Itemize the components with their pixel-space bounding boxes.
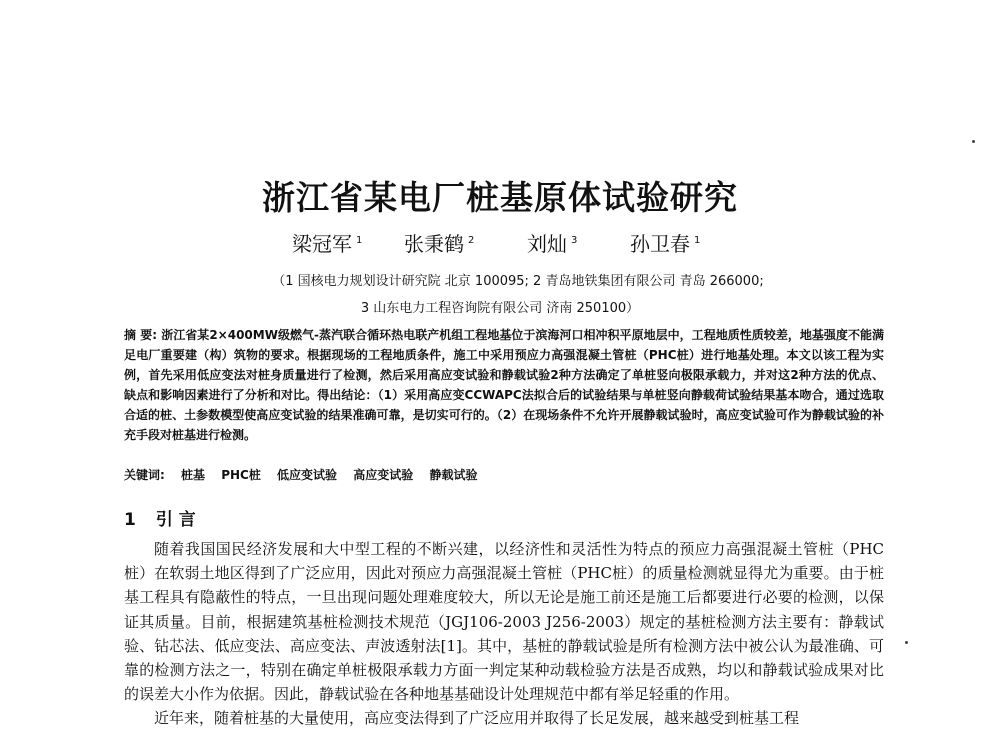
author bbox=[292, 228, 362, 257]
author bbox=[527, 228, 577, 257]
paragraph: 近年来，随着桩基的大量使用，高应变法得到了广泛应用并取得了长足发展，越来越受到桩基工程 bbox=[154, 709, 800, 728]
author-list bbox=[0, 228, 1000, 258]
author bbox=[630, 228, 700, 257]
author-affiliation-mark: 3 bbox=[571, 235, 578, 247]
affiliation-line-1: （1 国核电力规划设计研究院 北京 100095; 2 青岛地铁集团有限公司 青岛 266000; bbox=[272, 274, 764, 289]
keywords bbox=[124, 466, 884, 483]
author-affiliation-mark: 1 bbox=[356, 235, 363, 247]
keyword: PHC桩 bbox=[221, 468, 261, 482]
keyword: 低应变试验 bbox=[277, 468, 338, 482]
author bbox=[404, 228, 474, 257]
author-name: 孙卫春 bbox=[630, 232, 690, 256]
abstract-text: 浙江省某2×400MW级燃气-蒸汽联合循环热电联产机组工程地基位于滨海河口相冲积平原地层中，工程地质性质较差，地基强度不能满足电厂重要建（构）筑物的要求。根据现场的工程地质条件，施工中采用预应力高强混凝土管桩（PHC桩）进行地基处理。本文以该工程为实例，首先采用低应变法对桩身质量进行了检测，然后采用高应变试验和静载试验2种方法确定了单桩竖向极限承载力，并对这2种方法的优点、缺点和影响因素进行了分析和对比。得出结论：（1）采用高应变CCWAPC法拟合后的试验结果与单桩竖向静载荷试验结果基本吻合，通过选取合适的桩、土参数模型使高应变试验的结果准确可靠，是切实可行的。（2）在现场条件不允许开展静载试验时，高应变试验可作为静载试验的补充手段对桩基进行检测。 bbox=[124, 328, 884, 442]
keywords-label: 关键词: bbox=[124, 468, 165, 482]
section-heading bbox=[124, 505, 196, 530]
keyword: 高应变试验 bbox=[353, 468, 414, 482]
paragraph: 随着我国国民经济发展和大中型工程的不断兴建，以经济性和灵活性为特点的预应力高强混凝土管桩（PHC桩）在软弱土地区得到了广泛应用，因此对预应力高强混凝土管桩（PHC桩）的质量检测就显得尤为重要。由于桩基工程具有隐蔽性的特点，一旦出现问题处理难度较大，所以无论是施工前还是施工后都要进行必要的检测，以保证其质量。目前，根据建筑基桩检测技术规范（JGJ106-2003 J256-2003）规定的基桩检测方法主要有：静载试验、钻芯法、低应变法、高应变法、声波透射法[1]。其中，基桩的静载试验是所有检测方法中被公认为最准确、可靠的检测方法之一，特别在确定单桩极限承载力方面一判定某种动载检验方法是否成熟，均以和静载试验成果对比的误差大小作为依据。因此，静载试验在各种地基基础设计处理规范中都有举足轻重的作用。 bbox=[124, 540, 884, 704]
keyword: 静载试验 bbox=[429, 468, 478, 482]
author-name: 梁冠军 bbox=[292, 232, 352, 256]
author-affiliation-mark: 2 bbox=[468, 235, 475, 247]
abstract-label: 摘 要: bbox=[124, 328, 158, 342]
author-name: 张秉鹤 bbox=[404, 232, 464, 256]
section-number: 1 bbox=[124, 510, 136, 530]
scan-speck bbox=[972, 140, 975, 143]
scan-speck bbox=[905, 641, 908, 644]
body-text bbox=[124, 537, 884, 731]
paper-title: 浙江省某电厂桩基原体试验研究 bbox=[262, 178, 738, 217]
abstract bbox=[124, 325, 884, 445]
author-affiliation-mark: 1 bbox=[694, 235, 701, 247]
affiliation-line-2: 3 山东电力工程咨询院有限公司 济南 250100） bbox=[360, 301, 640, 316]
section-title: 引 言 bbox=[155, 510, 196, 530]
keyword: 桩基 bbox=[181, 468, 206, 482]
author-name: 刘灿 bbox=[527, 232, 567, 256]
